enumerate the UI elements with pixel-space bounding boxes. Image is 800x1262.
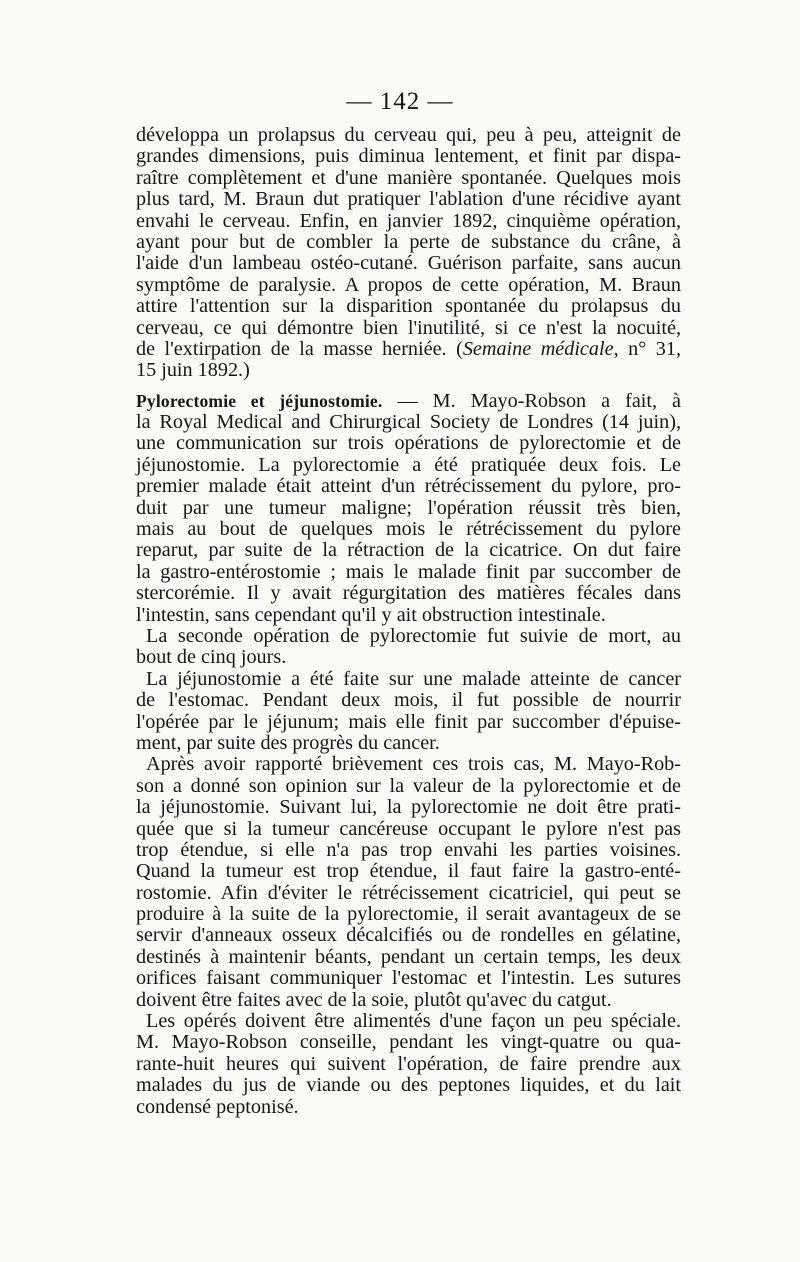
- text-line: La jéjunostomie a été faite sur une malade atteinte de cancer: [146, 667, 681, 690]
- text-line: son a donné son opinion sur la valeur de la pylorectomie et de: [136, 774, 681, 797]
- text-line: stercorémie. Il y avait régurgitation des matières fécales dans: [136, 582, 681, 605]
- page-number: — 142 —: [346, 88, 454, 115]
- text-line: plus tard, M. Braun dut pratiquer l'ablation d'une récidive ayant: [136, 188, 681, 211]
- text-line: envahi le cerveau. Enfin, en janvier 1892, cinquième opération,: [136, 209, 681, 232]
- section-lead: — M. Mayo-Robson a fait, à: [382, 389, 681, 412]
- text-line: une communication sur trois opérations de pylorectomie et de: [136, 432, 681, 455]
- text-line: orifices faisant communiquer l'estomac et l'intestin. Les sutures: [136, 967, 681, 990]
- journal-title: Semaine médicale: [462, 337, 614, 360]
- text-line: mais au bout de quelques mois le rétrécissement du pylore: [136, 518, 681, 541]
- text-line: attire l'attention sur la disparition spontanée du prolapsus du: [136, 295, 681, 318]
- text-line: l'opérée par le jéjunum; mais elle finit par succomber d'épuise-: [136, 710, 681, 733]
- text-line: bout de cinq jours.: [136, 646, 287, 669]
- text-line: condensé peptonisé.: [136, 1095, 299, 1118]
- text-column: [136, 125, 681, 1118]
- text-line: la jéjunostomie. Suivant lui, la pylorectomie ne doit être prati-: [136, 796, 681, 819]
- text-line: duit par une tumeur maligne; l'opération réussit très bien,: [136, 496, 681, 519]
- paragraph-prolapsus: [136, 125, 681, 382]
- text-line: malades du jus de viande ou des peptones liquides, et du lait: [136, 1074, 681, 1097]
- text-line: reparut, par suite de la rétraction de la cicatrice. On dut faire: [136, 539, 681, 562]
- text-line: destinés à maintenir béants, pendant un certain temps, les deux: [136, 945, 681, 968]
- text-line: l'intestin, sans cependant qu'il y ait obstruction intestinale.: [136, 603, 606, 626]
- text-line: rostomie. Afin d'éviter le rétrécissement cicatriciel, qui peut se: [136, 881, 681, 904]
- text-line: développa un prolapsus du cerveau qui, peu à peu, atteignit de: [136, 124, 681, 146]
- text-line: trop étendue, si elle n'a pas trop envahi les parties voisines.: [136, 838, 681, 861]
- text-line: rante-huit heures qui suivent l'opération, de faire prendre aux: [136, 1052, 681, 1075]
- text-line: servir d'anneaux osseux décalcifiés ou de rondelles en gélatine,: [136, 924, 681, 947]
- section-heading-line: [136, 391, 681, 412]
- text-line: la Royal Medical and Chirurgical Society de Londres (14 juin),: [136, 411, 681, 434]
- text-line: 15 juin 1892.): [136, 359, 250, 382]
- text-line: jéjunostomie. La pylorectomie a été pratiquée deux fois. Le: [136, 453, 681, 476]
- text-line: doivent être faites avec de la soie, plutôt qu'avec du catgut.: [136, 988, 612, 1011]
- citation-issue: , n° 31,: [613, 337, 681, 360]
- text-line: Quand la tumeur est trop étendue, il faut faire la gastro-enté-: [136, 860, 681, 883]
- text-line: M. Mayo-Robson conseille, pendant les vingt-quatre ou qua-: [136, 1031, 681, 1054]
- text-line: La seconde opération de pylorectomie fut suivie de mort, au: [146, 624, 681, 647]
- text-line: ayant pour but de combler la perte de substance du crâne, à: [136, 230, 681, 253]
- text-line: raître complètement et d'une manière spontanée. Quelques mois: [136, 166, 681, 189]
- text-line: la gastro-entérostomie ; mais le malade finit par succomber de: [136, 560, 681, 583]
- section-heading: Pylorectomie et jéjunostomie.: [136, 390, 383, 411]
- section-pylorectomie: [136, 391, 681, 1118]
- text-line-citation: [136, 339, 681, 360]
- text-line: grandes dimensions, puis diminua lentement, et finit par dispa-: [136, 145, 681, 168]
- text-line: cerveau, ce qui démontre bien l'inutilité, si ce n'est la nocuité,: [136, 316, 681, 339]
- citation-text: de l'extirpation de la masse herniée. (: [136, 337, 463, 360]
- text-line: ment, par suite des progrès du cancer.: [136, 731, 440, 754]
- text-line: Après avoir rapporté brièvement ces trois cas, M. Mayo-Rob-: [146, 753, 681, 776]
- text-line: l'aide d'un lambeau ostéo-cutané. Guérison parfaite, sans aucun: [136, 252, 681, 275]
- text-line: symptôme de paralysie. A propos de cette opération, M. Braun: [136, 273, 681, 296]
- text-line: premier malade était atteint d'un rétrécissement du pylore, pro-: [136, 475, 681, 498]
- text-line: produire à la suite de la pylorectomie, il serait avantageux de se: [136, 903, 681, 926]
- text-line: de l'estomac. Pendant deux mois, il fut possible de nourrir: [136, 689, 681, 712]
- text-line: Les opérés doivent être alimentés d'une façon un peu spéciale.: [146, 1010, 681, 1033]
- text-line: quée que si la tumeur cancéreuse occupant le pylore n'est pas: [136, 817, 681, 840]
